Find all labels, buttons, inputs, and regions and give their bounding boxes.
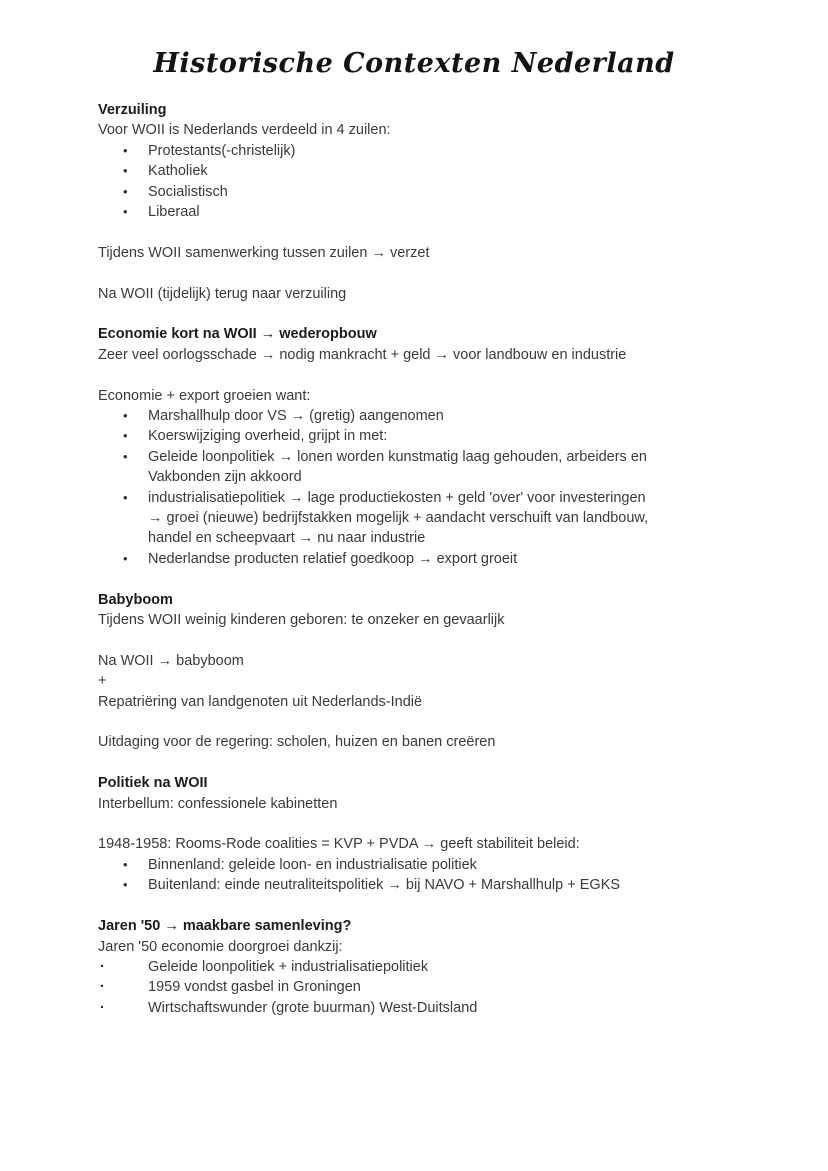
blank-line <box>98 712 730 732</box>
line-text: Marshallhulp door VS → (gretig) aangenomen <box>148 408 444 425</box>
line-text: Nederlandse producten relatief goedkoop → export groeit <box>148 550 518 567</box>
paragraph-line <box>98 794 730 814</box>
paragraph-line <box>98 345 730 365</box>
section-heading-text: Jaren '50 → maakbare samenleving? <box>98 918 352 935</box>
line-text: Wirtschaftswunder (grote buurman) West-Duitsland <box>148 999 478 1016</box>
line-text: Tijdens WOII weinig kinderen geboren: te onzeker en gevaarlijk <box>98 612 505 629</box>
blank-line <box>98 263 730 283</box>
bullet-marker-icon: • <box>123 204 128 220</box>
bullet-item <box>98 855 730 875</box>
bullet-marker-icon: • <box>123 163 128 179</box>
line-text: Buitenland: einde neutraliteitspolitiek → bij NAVO + Marshallhulp + EGKS <box>148 877 621 894</box>
line-text: Na WOII → babyboom <box>98 652 244 669</box>
line-text: + <box>98 673 107 690</box>
section-heading <box>98 773 730 793</box>
paragraph-line <box>98 732 730 752</box>
dot-bullet-item <box>98 998 730 1018</box>
line-text: 1948-1958: Rooms-Rode coalities = KVP + PVDA → geeft stabiliteit beleid: <box>98 836 580 853</box>
blank-line <box>98 569 730 589</box>
dot-marker-icon: · <box>100 958 105 975</box>
blank-line <box>98 222 730 242</box>
line-text: Economie + export groeien want: <box>98 387 311 404</box>
paragraph-line <box>98 120 730 140</box>
bullet-item <box>98 406 730 426</box>
bullet-item <box>98 182 730 202</box>
section-heading-text: Economie kort na WOII → wederopbouw <box>98 326 377 343</box>
line-text: Voor WOII is Nederlands verdeeld in 4 zuilen: <box>98 122 391 139</box>
paragraph-line <box>98 243 730 263</box>
bullet-marker-icon: • <box>123 877 128 893</box>
blank-line <box>98 753 730 773</box>
paragraph-line <box>98 937 730 957</box>
paragraph-line <box>98 692 730 712</box>
bullet-marker-icon: • <box>123 448 128 464</box>
bullet-item <box>98 488 730 549</box>
line-text: Geleide loonpolitiek → lonen worden kunstmatig laag gehouden, arbeiders en Vakbonden zijn akkoord <box>148 448 647 486</box>
bullet-item <box>98 161 730 181</box>
bullet-item <box>98 447 730 488</box>
dot-marker-icon: · <box>100 979 105 996</box>
bullet-marker-icon: • <box>123 856 128 872</box>
line-text: 1959 vondst gasbel in Groningen <box>148 979 361 996</box>
line-text: Na WOII (tijdelijk) terug naar verzuiling <box>98 285 347 302</box>
paragraph-line <box>98 671 730 691</box>
bullet-marker-icon: • <box>123 550 128 566</box>
bullet-marker-icon: • <box>123 489 128 505</box>
line-text: Interbellum: confessionele kabinetten <box>98 795 338 812</box>
line-text: Geleide loonpolitiek + industrialisatiepolitiek <box>148 958 429 975</box>
section-heading-text: Politiek na WOII <box>98 775 208 792</box>
bullet-marker-icon: • <box>123 408 128 424</box>
line-text: Uitdaging voor de regering: scholen, huizen en banen creëren <box>98 734 496 751</box>
bullet-item <box>98 202 730 222</box>
bullet-item <box>98 875 730 895</box>
bullet-item <box>98 426 730 446</box>
paragraph-line <box>98 386 730 406</box>
paragraph-line <box>98 651 730 671</box>
section-heading <box>98 100 730 120</box>
dot-bullet-item <box>98 957 730 977</box>
blank-line <box>98 814 730 834</box>
section-heading-text: Verzuiling <box>98 102 167 118</box>
line-text: Repatriëring van landgenoten uit Nederlands-Indië <box>98 693 423 710</box>
paragraph-line <box>98 834 730 854</box>
section-heading <box>98 916 730 936</box>
bullet-marker-icon: • <box>123 142 128 158</box>
line-text: Tijdens WOII samenwerking tussen zuilen → verzet <box>98 244 430 261</box>
line-text: Jaren '50 economie doorgroei dankzij: <box>98 938 343 955</box>
paragraph-line <box>98 610 730 630</box>
paragraph-line <box>98 284 730 304</box>
line-text: Koerswijziging overheid, grijpt in met: <box>148 428 388 445</box>
bullet-item <box>98 549 730 569</box>
blank-line <box>98 365 730 385</box>
line-text: Protestants(-christelijk) <box>148 142 296 159</box>
page-title: Historische Contexten Nederland <box>153 48 675 79</box>
section-heading-text: Babyboom <box>98 591 173 608</box>
line-text: Liberaal <box>148 204 200 221</box>
line-text: Socialistisch <box>148 183 228 200</box>
line-text: Binnenland: geleide loon- en industrialisatie politiek <box>148 856 477 873</box>
dot-bullet-item <box>98 977 730 997</box>
bullet-item <box>98 141 730 161</box>
line-text: Zeer veel oorlogsschade → nodig mankracht + geld → voor landbouw en industrie <box>98 346 627 363</box>
section-heading <box>98 324 730 344</box>
line-text: industrialisatiepolitiek → lage productiekosten + geld 'over' voor investeringen → groei (nieuwe) bedrijfstakken mogelijk + aandacht verschuift van landbouw, handel en scheepvaart → nu naar industrie <box>148 489 649 547</box>
blank-line <box>98 896 730 916</box>
section-heading <box>98 590 730 610</box>
bullet-marker-icon: • <box>123 183 128 199</box>
dot-marker-icon: · <box>100 999 105 1016</box>
blank-line <box>98 304 730 324</box>
document-body <box>98 100 730 1018</box>
line-text: Katholiek <box>148 163 208 180</box>
bullet-marker-icon: • <box>123 428 128 444</box>
blank-line <box>98 630 730 650</box>
